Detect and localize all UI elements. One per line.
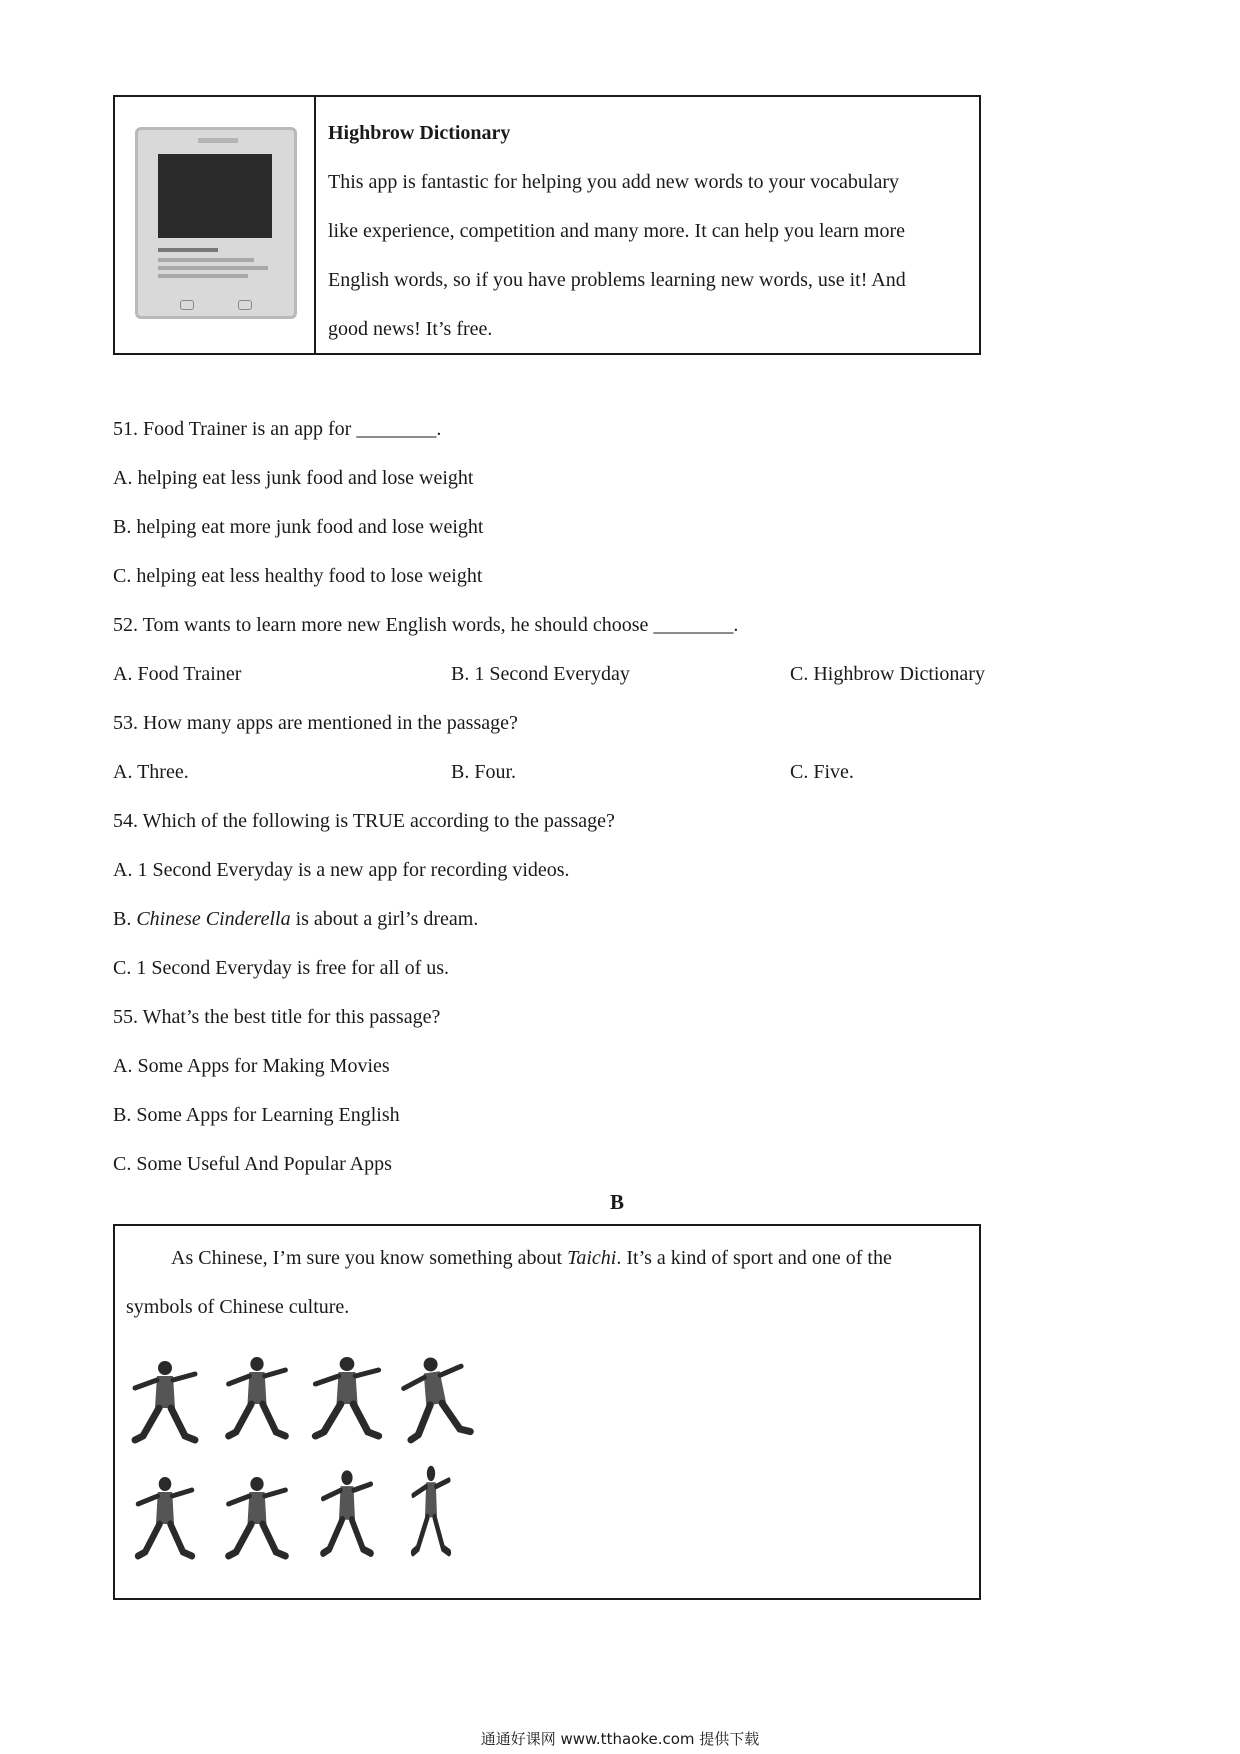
- box-divider: [314, 97, 316, 353]
- question-54: 54. Which of the following is TRUE according to the passage?: [113, 810, 615, 832]
- question-51: 51. Food Trainer is an app for ________.: [113, 418, 442, 440]
- option-53-c[interactable]: C. Five.: [790, 761, 854, 783]
- book-title: Chinese Cinderella: [136, 908, 291, 930]
- option-54-b[interactable]: [113, 907, 478, 931]
- option-54-a[interactable]: A. 1 Second Everyday is a new app for recording videos.: [113, 859, 570, 881]
- option-55-a[interactable]: A. Some Apps for Making Movies: [113, 1055, 390, 1077]
- app-description-box: [113, 95, 981, 355]
- option-51-b[interactable]: B. helping eat more junk food and lose weight: [113, 516, 484, 538]
- app-screenshot-image: [135, 127, 297, 319]
- taichi-intro: [126, 1234, 966, 1332]
- app-title: Highbrow Dictionary: [328, 122, 511, 144]
- app-desc-line: This app is fantastic for helping you add new words to your vocabulary: [328, 171, 899, 193]
- intro-line-2: symbols of Chinese culture.: [126, 1296, 350, 1318]
- option-54-c[interactable]: C. 1 Second Everyday is free for all of us.: [113, 957, 450, 979]
- question-53: 53. How many apps are mentioned in the passage?: [113, 712, 518, 734]
- footer-watermark: 通通好课网 www.tthaoke.com 提供下载: [480, 1730, 760, 1748]
- taichi-word: Taichi: [567, 1247, 617, 1269]
- option-51-a[interactable]: A. helping eat less junk food and lose weight: [113, 467, 474, 489]
- intro-line-1: [126, 1234, 966, 1283]
- option-55-b[interactable]: B. Some Apps for Learning English: [113, 1104, 400, 1126]
- app-desc-line: good news! It’s free.: [328, 318, 493, 340]
- option-53-b[interactable]: B. Four.: [451, 761, 517, 783]
- option-54-b-suffix: is about a girl’s dream.: [290, 908, 479, 930]
- intro-text-1: As Chinese, I’m sure you know something about: [171, 1247, 568, 1269]
- option-54-b-prefix: B.: [113, 908, 137, 930]
- option-52-a[interactable]: A. Food Trainer: [113, 663, 242, 685]
- app-text: [328, 109, 968, 354]
- option-51-c[interactable]: C. helping eat less healthy food to lose weight: [113, 565, 483, 587]
- taichi-figures-image: [129, 1344, 489, 1584]
- option-53-a[interactable]: A. Three.: [113, 761, 189, 783]
- option-52-b[interactable]: B. 1 Second Everyday: [451, 663, 630, 685]
- section-title: B: [610, 1190, 625, 1214]
- intro-text-2: . It’s a kind of sport and one of the: [616, 1247, 892, 1269]
- app-desc-line: English words, so if you have problems learning new words, use it! And: [328, 269, 906, 291]
- question-52: 52. Tom wants to learn more new English words, he should choose ________.: [113, 614, 739, 636]
- app-desc-line: like experience, competition and many more. It can help you learn more: [328, 220, 906, 242]
- option-52-c[interactable]: C. Highbrow Dictionary: [790, 663, 985, 685]
- option-55-c[interactable]: C. Some Useful And Popular Apps: [113, 1153, 392, 1175]
- question-55: 55. What’s the best title for this passage?: [113, 1006, 441, 1028]
- taichi-passage-box: [113, 1224, 981, 1600]
